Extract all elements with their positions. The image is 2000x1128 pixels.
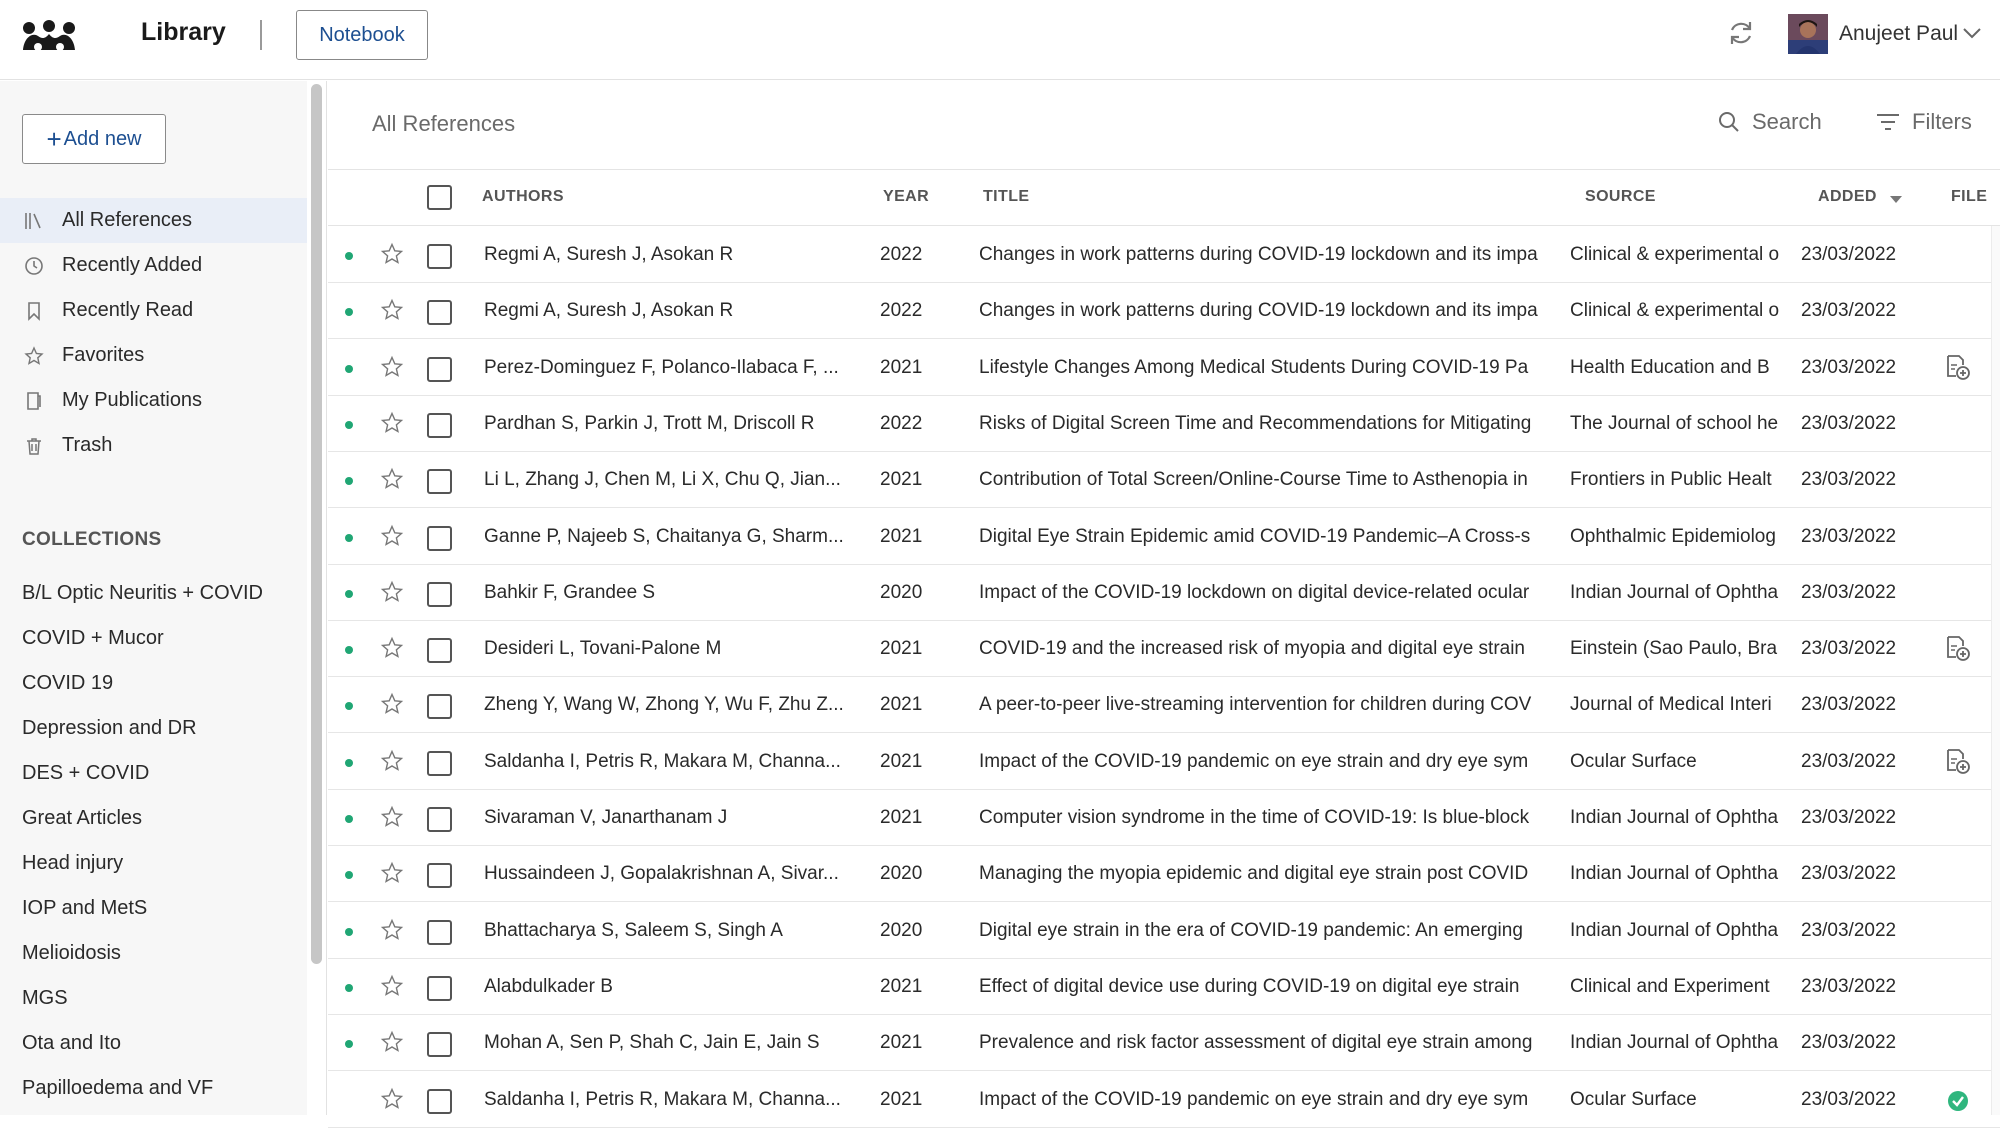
cell-authors: Regmi A, Suresh J, Asokan R bbox=[484, 244, 734, 265]
cell-authors: Saldanha I, Petris R, Makara M, Channa... bbox=[484, 750, 841, 772]
library-icon bbox=[24, 211, 44, 231]
cell-added: 23/03/2022 bbox=[1801, 1088, 1897, 1110]
unread-dot bbox=[345, 702, 353, 710]
table-row[interactable] bbox=[328, 227, 2000, 283]
table-row[interactable] bbox=[328, 340, 2000, 396]
collection-item[interactable]: DES + COVID bbox=[22, 762, 150, 784]
collection-item[interactable]: Depression and DR bbox=[22, 717, 197, 739]
nav-label: Trash bbox=[62, 434, 113, 456]
collection-item[interactable]: B/L Optic Neuritis + COVID bbox=[22, 582, 263, 604]
cell-title: Digital Eye Strain Epidemic amid COVID-19 Pandemic–A Cross-s bbox=[979, 525, 1531, 547]
cell-year: 2020 bbox=[880, 581, 923, 603]
cell-year: 2022 bbox=[880, 300, 923, 322]
nav-label: Recently Read bbox=[62, 299, 194, 321]
nav-recently-read[interactable] bbox=[0, 288, 307, 333]
cell-added: 23/03/2022 bbox=[1801, 412, 1897, 434]
column-header-year[interactable]: YEAR bbox=[883, 188, 930, 205]
nav-label: All References bbox=[62, 209, 193, 231]
avatar[interactable] bbox=[1788, 14, 1828, 54]
cell-added: 23/03/2022 bbox=[1801, 581, 1897, 603]
filters-button[interactable] bbox=[1876, 109, 1972, 135]
row-checkbox[interactable] bbox=[427, 694, 452, 719]
table-row[interactable] bbox=[328, 1015, 2000, 1071]
star-icon[interactable] bbox=[380, 1030, 404, 1054]
cell-authors: Bahkir F, Grandee S bbox=[484, 581, 656, 603]
star-icon[interactable] bbox=[380, 411, 404, 435]
cell-title: Prevalence and risk factor assessment of digital eye strain among bbox=[979, 1032, 1533, 1054]
table-row[interactable] bbox=[328, 396, 2000, 452]
star-icon[interactable] bbox=[380, 861, 404, 885]
cell-added: 23/03/2022 bbox=[1801, 1032, 1897, 1054]
chevron-down-icon[interactable] bbox=[1962, 26, 1982, 40]
cell-authors: Hussaindeen J, Gopalakrishnan A, Sivar... bbox=[484, 863, 839, 885]
column-header-file[interactable]: FILE bbox=[1951, 188, 1988, 205]
nav-label: Recently Added bbox=[62, 254, 203, 276]
add-file-icon[interactable] bbox=[1943, 746, 1973, 776]
table-row[interactable] bbox=[328, 959, 2000, 1015]
collection-item[interactable]: Papilloedema and VF bbox=[22, 1077, 214, 1099]
nav-favorites[interactable] bbox=[0, 333, 307, 378]
cell-added: 23/03/2022 bbox=[1801, 694, 1897, 716]
cell-authors: Bhattacharya S, Saleem S, Singh A bbox=[484, 919, 783, 941]
cell-added: 23/03/2022 bbox=[1801, 244, 1897, 265]
cell-year: 2021 bbox=[880, 694, 923, 716]
cell-source: Ophthalmic Epidemiolog bbox=[1570, 525, 1776, 547]
row-checkbox[interactable] bbox=[427, 863, 452, 888]
star-icon bbox=[24, 346, 44, 366]
add-file-icon[interactable] bbox=[1943, 352, 1973, 382]
cell-source: The Journal of school he bbox=[1570, 412, 1779, 434]
file-downloaded-icon[interactable] bbox=[1943, 1084, 1973, 1114]
star-icon[interactable] bbox=[380, 692, 404, 716]
cell-year: 2020 bbox=[880, 919, 923, 941]
cell-source: Einstein (Sao Paulo, Bra bbox=[1570, 638, 1778, 660]
row-checkbox[interactable] bbox=[427, 526, 452, 551]
unread-dot bbox=[345, 759, 353, 767]
cell-source: Health Education and B bbox=[1570, 356, 1770, 378]
star-icon[interactable] bbox=[380, 1087, 404, 1111]
cell-title: Contribution of Total Screen/Online-Course Time to Asthenopia in bbox=[979, 469, 1528, 491]
cell-title: Computer vision syndrome in the time of COVID-19: Is blue-block bbox=[979, 807, 1530, 828]
cell-source: Clinical & experimental o bbox=[1570, 244, 1780, 265]
cell-added: 23/03/2022 bbox=[1801, 469, 1897, 491]
star-icon[interactable] bbox=[380, 749, 404, 773]
cell-added: 23/03/2022 bbox=[1801, 525, 1897, 547]
star-icon[interactable] bbox=[380, 805, 404, 829]
row-checkbox[interactable] bbox=[427, 1089, 452, 1114]
table-row[interactable] bbox=[328, 283, 2000, 339]
column-header-title[interactable]: TITLE bbox=[983, 188, 1030, 205]
cell-year: 2022 bbox=[880, 412, 923, 434]
cell-source: Indian Journal of Ophtha bbox=[1570, 919, 1779, 941]
cell-added: 23/03/2022 bbox=[1801, 300, 1897, 322]
column-header-source[interactable]: SOURCE bbox=[1585, 188, 1656, 205]
cell-source: Indian Journal of Ophtha bbox=[1570, 863, 1779, 885]
unread-dot bbox=[345, 308, 353, 316]
cell-authors: Li L, Zhang J, Chen M, Li X, Chu Q, Jian... bbox=[484, 469, 841, 491]
star-icon[interactable] bbox=[380, 918, 404, 942]
unread-dot bbox=[345, 871, 353, 879]
add-new-button[interactable] bbox=[22, 114, 166, 164]
row-checkbox[interactable] bbox=[427, 1032, 452, 1057]
collection-item[interactable]: Great Articles bbox=[22, 807, 143, 829]
cell-source: Frontiers in Public Healt bbox=[1570, 469, 1772, 491]
cell-year: 2021 bbox=[880, 356, 923, 378]
trash-icon bbox=[24, 436, 44, 456]
cell-title: Managing the myopia epidemic and digital eye strain post COVID bbox=[979, 863, 1529, 885]
nav-my-publications[interactable] bbox=[0, 378, 307, 423]
unread-dot bbox=[345, 477, 353, 485]
cell-added: 23/03/2022 bbox=[1801, 919, 1897, 941]
cell-authors: Desideri L, Tovani-Palone M bbox=[484, 638, 722, 660]
row-checkbox[interactable] bbox=[427, 582, 452, 607]
column-header-authors[interactable]: AUTHORS bbox=[482, 188, 564, 205]
page-title: All References bbox=[372, 111, 516, 136]
cell-authors: Regmi A, Suresh J, Asokan R bbox=[484, 300, 734, 322]
collection-item[interactable]: Ota and Ito bbox=[22, 1032, 121, 1054]
unread-dot bbox=[345, 815, 353, 823]
nav-all-references[interactable] bbox=[0, 198, 307, 243]
star-icon[interactable] bbox=[380, 524, 404, 548]
star-icon[interactable] bbox=[380, 636, 404, 660]
cell-authors: Ganne P, Najeeb S, Chaitanya G, Sharm... bbox=[484, 525, 844, 547]
row-checkbox[interactable] bbox=[427, 807, 452, 832]
search-icon bbox=[1718, 111, 1740, 133]
unread-dot bbox=[345, 590, 353, 598]
table-row[interactable] bbox=[328, 846, 2000, 902]
title-divider bbox=[260, 20, 262, 50]
cell-year: 2022 bbox=[880, 244, 923, 265]
search-button[interactable] bbox=[1718, 109, 1822, 135]
row-checkbox[interactable] bbox=[427, 638, 452, 663]
star-icon[interactable] bbox=[380, 580, 404, 604]
nav-recently-added[interactable] bbox=[0, 243, 307, 288]
publication-icon bbox=[24, 391, 44, 411]
cell-year: 2021 bbox=[880, 750, 923, 772]
filter-icon bbox=[1876, 112, 1900, 132]
cell-year: 2021 bbox=[880, 1032, 923, 1054]
unread-dot bbox=[345, 984, 353, 992]
unread-dot bbox=[345, 1040, 353, 1048]
collection-item[interactable]: IOP and MetS bbox=[22, 897, 148, 919]
row-checkbox[interactable] bbox=[427, 751, 452, 776]
table-row[interactable] bbox=[328, 677, 2000, 733]
row-checkbox[interactable] bbox=[427, 413, 452, 438]
row-checkbox[interactable] bbox=[427, 976, 452, 1001]
unread-dot bbox=[345, 365, 353, 373]
sort-desc-icon[interactable] bbox=[1890, 196, 1902, 203]
cell-added: 23/03/2022 bbox=[1801, 750, 1897, 772]
cell-year: 2021 bbox=[880, 1088, 923, 1110]
cell-title: Effect of digital device use during COVID-19 on digital eye strain bbox=[979, 975, 1520, 997]
filters-label: Filters bbox=[1912, 109, 1972, 134]
table-row[interactable] bbox=[328, 452, 2000, 508]
row-checkbox[interactable] bbox=[427, 244, 452, 269]
unread-dot bbox=[345, 421, 353, 429]
cell-authors: Saldanha I, Petris R, Makara M, Channa... bbox=[484, 1088, 841, 1110]
collection-item[interactable]: COVID 19 bbox=[22, 672, 114, 694]
sync-icon[interactable] bbox=[1726, 18, 1756, 48]
row-checkbox[interactable] bbox=[427, 357, 452, 382]
cell-authors: Zheng Y, Wang W, Zhong Y, Wu F, Zhu Z... bbox=[484, 694, 844, 716]
table-row[interactable] bbox=[328, 509, 2000, 565]
cell-source: Indian Journal of Ophtha bbox=[1570, 581, 1779, 603]
cell-source: Indian Journal of Ophtha bbox=[1570, 807, 1779, 828]
unread-dot bbox=[345, 646, 353, 654]
table-scrollbar[interactable] bbox=[1991, 226, 2000, 1115]
table-row[interactable] bbox=[328, 790, 2000, 846]
cell-title: COVID-19 and the increased risk of myopia and digital eye strain bbox=[979, 638, 1525, 660]
table-row[interactable] bbox=[328, 734, 2000, 790]
star-icon[interactable] bbox=[380, 467, 404, 491]
table-row[interactable] bbox=[328, 621, 2000, 677]
row-checkbox[interactable] bbox=[427, 469, 452, 494]
select-all-checkbox[interactable] bbox=[427, 185, 452, 210]
table-header bbox=[328, 170, 2000, 226]
table-row[interactable] bbox=[328, 565, 2000, 621]
cell-title: Impact of the COVID-19 pandemic on eye strain and dry eye sym bbox=[979, 1088, 1529, 1110]
star-icon[interactable] bbox=[380, 298, 404, 322]
cell-authors: Pardhan S, Parkin J, Trott M, Driscoll R bbox=[484, 412, 815, 434]
collections-heading: COLLECTIONS bbox=[22, 529, 162, 550]
collection-item[interactable]: MGS bbox=[22, 987, 68, 1009]
column-header-added[interactable]: ADDED bbox=[1818, 188, 1877, 205]
star-icon[interactable] bbox=[380, 974, 404, 998]
add-file-icon[interactable] bbox=[1943, 633, 1973, 663]
cell-added: 23/03/2022 bbox=[1801, 975, 1897, 997]
row-checkbox[interactable] bbox=[427, 300, 452, 325]
nav-label: Favorites bbox=[62, 344, 145, 366]
cell-source: Clinical and Experiment bbox=[1570, 975, 1770, 997]
cell-title: Impact of the COVID-19 lockdown on digital device-related ocular bbox=[979, 581, 1530, 603]
collection-item[interactable]: Melioidosis bbox=[22, 942, 121, 964]
unread-dot bbox=[345, 534, 353, 542]
table-row[interactable] bbox=[328, 903, 2000, 959]
notebook-button[interactable]: Notebook bbox=[296, 10, 428, 60]
sidebar-scrollbar-thumb[interactable] bbox=[311, 84, 322, 964]
cell-authors: Perez-Dominguez F, Polanco-Ilabaca F, ... bbox=[484, 356, 839, 378]
collection-item[interactable]: COVID + Mucor bbox=[22, 627, 164, 649]
user-name[interactable]: Anujeet Paul bbox=[1839, 22, 1959, 45]
cell-source: Ocular Surface bbox=[1570, 1088, 1697, 1110]
plus-icon: + bbox=[46, 124, 62, 154]
unread-dot bbox=[345, 252, 353, 260]
row-checkbox[interactable] bbox=[427, 920, 452, 945]
cell-added: 23/03/2022 bbox=[1801, 638, 1897, 660]
cell-source: Ocular Surface bbox=[1570, 750, 1697, 772]
cell-title: Impact of the COVID-19 pandemic on eye strain and dry eye sym bbox=[979, 750, 1529, 772]
main-panel bbox=[328, 81, 2000, 1115]
cell-authors: Alabdulkader B bbox=[484, 975, 613, 997]
search-label: Search bbox=[1752, 109, 1822, 134]
cell-title: Changes in work patterns during COVID-19 lockdown and its impa bbox=[979, 244, 1538, 265]
cell-authors: Sivaraman V, Janarthanam J bbox=[484, 807, 728, 828]
cell-title: Lifestyle Changes Among Medical Students During COVID-19 Pa bbox=[979, 356, 1529, 378]
cell-title: A peer-to-peer live-streaming intervention for children during COV bbox=[979, 694, 1532, 716]
cell-added: 23/03/2022 bbox=[1801, 863, 1897, 885]
cell-title: Digital eye strain in the era of COVID-19 pandemic: An emerging bbox=[979, 919, 1523, 941]
nav-label: My Publications bbox=[62, 389, 203, 411]
cell-title: Changes in work patterns during COVID-19 lockdown and its impa bbox=[979, 300, 1538, 322]
table-row[interactable] bbox=[328, 1072, 2000, 1128]
cell-year: 2020 bbox=[880, 863, 923, 885]
sidebar bbox=[0, 81, 307, 1115]
cell-year: 2021 bbox=[880, 807, 923, 828]
clock-icon bbox=[24, 256, 44, 276]
mendeley-logo[interactable] bbox=[20, 14, 78, 54]
cell-year: 2021 bbox=[880, 469, 923, 491]
top-bar bbox=[0, 0, 2000, 80]
bookmark-icon bbox=[24, 301, 44, 321]
star-icon[interactable] bbox=[380, 242, 404, 266]
add-new-label: Add new bbox=[63, 127, 142, 150]
cell-source: Journal of Medical Interi bbox=[1570, 694, 1772, 716]
cell-title: Risks of Digital Screen Time and Recommendations for Mitigating bbox=[979, 412, 1532, 434]
cell-source: Clinical & experimental o bbox=[1570, 300, 1780, 322]
cell-added: 23/03/2022 bbox=[1801, 807, 1897, 828]
cell-added: 23/03/2022 bbox=[1801, 356, 1897, 378]
cell-year: 2021 bbox=[880, 638, 923, 660]
cell-authors: Mohan A, Sen P, Shah C, Jain E, Jain S bbox=[484, 1032, 820, 1054]
collection-item[interactable]: Head injury bbox=[22, 852, 124, 874]
cell-year: 2021 bbox=[880, 975, 923, 997]
cell-year: 2021 bbox=[880, 525, 923, 547]
cell-source: Indian Journal of Ophtha bbox=[1570, 1032, 1779, 1054]
star-icon[interactable] bbox=[380, 355, 404, 379]
nav-trash[interactable] bbox=[0, 423, 307, 468]
app-title: Library bbox=[141, 18, 226, 46]
unread-dot bbox=[345, 928, 353, 936]
